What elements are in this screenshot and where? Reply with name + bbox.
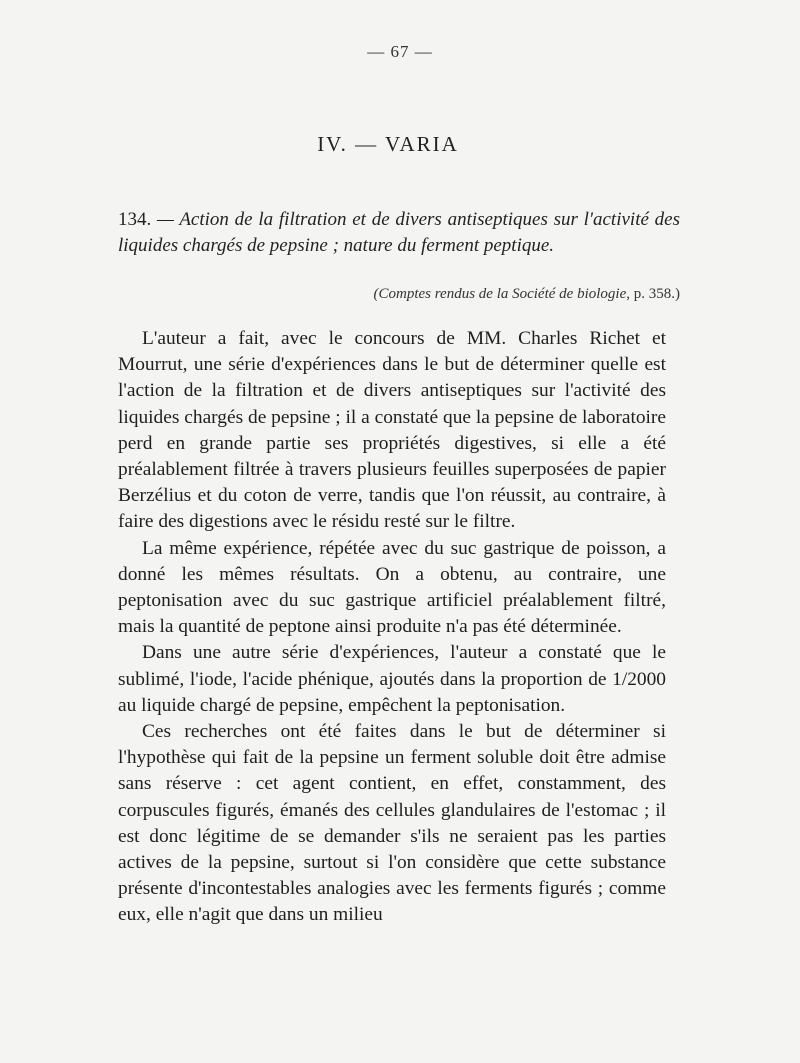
entry-number: 134.: [118, 209, 152, 230]
entry-heading: [118, 207, 680, 259]
reference-source: (Comptes rendus de la Société de biologie,: [373, 286, 630, 302]
paragraph-4: Ces recherches ont été faites dans le but de déterminer si l'hypothèse qui fait de la pepsine un ferment soluble doit être admise sans réserve : cet agent contient, en effet, constamment, des corpuscules figurés, émanés des cellules glandulaires de l'estomac ; il est donc légitime de se demander s'ils ne seraient pas les parties actives de la pepsine, surtout si l'on considère que cette substance présente d'incontestables analogies avec les ferments figurés ; comme eux, elle n'agit que dans un milieu: [118, 721, 666, 926]
page-number: — 67 —: [367, 42, 433, 61]
body-text: [118, 326, 666, 929]
paragraph-3: Dans une autre série d'expériences, l'auteur a constaté que le sublimé, l'iode, l'acide phénique, ajoutés dans la proportion de 1/2000 au liquide chargé de pepsine, empêchent la peptonisation.: [118, 642, 666, 716]
reference-citation: [228, 286, 680, 303]
entry-title: — Action de la filtration et de divers antiseptiques sur l'activité des liquides chargés de pepsine ; nature du ferment peptique.: [118, 209, 680, 256]
paragraph-1: L'auteur a fait, avec le concours de MM. Charles Richet et Mourrut, une série d'expériences dans le but de déterminer quelle est l'action de la filtration et de divers antiseptiques sur l'activité des liquides chargés de pepsine ; il a constaté que la pepsine de laboratoire perd en grande partie ses propriétés digestives, si elle a été préalablement filtrée à travers plusieurs feuilles superposées de papier Berzélius et du coton de verre, tandis que l'on réussit, au contraire, à faire des digestions avec le résidu resté sur le filtre.: [118, 328, 666, 533]
paragraph-2: La même expérience, répétée avec du suc gastrique de poisson, a donné les mêmes résultats. On a obtenu, au contraire, une peptonisation avec du suc gastrique artificiel préalablement filtré, mais la quantité de peptone ainsi produite n'a pas été déterminée.: [118, 537, 666, 638]
reference-page: p. 358.): [633, 286, 680, 302]
section-title: IV. — VARIA: [317, 132, 459, 156]
